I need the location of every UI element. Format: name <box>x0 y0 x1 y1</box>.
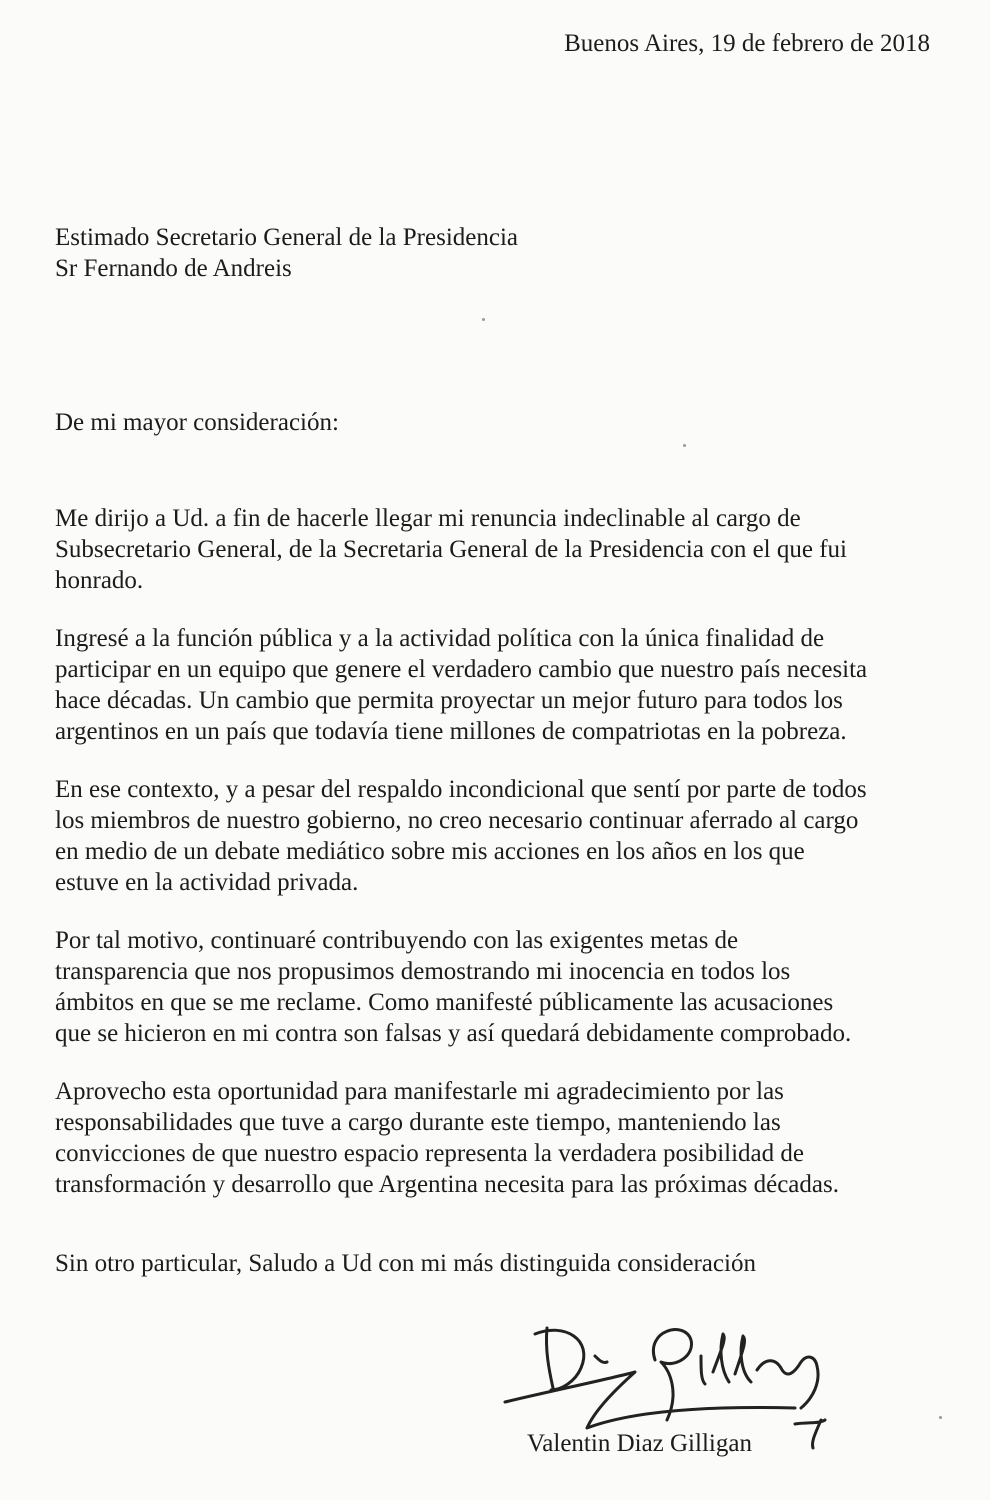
paragraph-line: Aprovecho esta oportunidad para manifestarle mi agradecimiento por las <box>55 1078 784 1105</box>
paragraph-line: transparencia que nos propusimos demostrando mi inocencia en todos los <box>55 958 791 985</box>
paragraph-line: transformación y desarrollo que Argentina necesita para las próximas décadas. <box>55 1171 839 1198</box>
recipient-name: Sr Fernando de Andreis <box>55 255 292 282</box>
signer-name: Valentin Diaz Gilligan <box>527 1430 752 1457</box>
paragraph-line: en medio de un debate mediático sobre mis acciones en los años en los que <box>55 838 805 865</box>
paragraph-line: honrado. <box>55 567 144 594</box>
paragraph-1 <box>55 503 935 596</box>
paragraph-line: Me dirijo a Ud. a fin de hacerle llegar mi renuncia indeclinable al cargo de <box>55 505 801 532</box>
paragraph-line: argentinos en un país que todavía tiene millones de compatriotas en la pobreza. <box>55 718 847 745</box>
paragraph-line: participar en un equipo que genere el verdadero cambio que nuestro país necesita <box>55 656 868 683</box>
paragraph-line: Subsecretario General, de la Secretaria General de la Presidencia con el que fui <box>55 536 847 563</box>
paragraph-line: responsabilidades que tuve a cargo durante este tiempo, manteniendo las <box>55 1109 781 1136</box>
scan-speck <box>939 1416 942 1419</box>
letter-date: Buenos Aires, 19 de febrero de 2018 <box>564 30 930 57</box>
paragraph-4 <box>55 925 935 1049</box>
paragraph-line: Ingresé a la función pública y a la actividad política con la única finalidad de <box>55 625 825 652</box>
paragraph-line: En ese contexto, y a pesar del respaldo incondicional que sentí por parte de todos <box>55 776 867 803</box>
paragraph-line: que se hicieron en mi contra son falsas y así quedará debidamente comprobado. <box>55 1020 852 1047</box>
closing-line: Sin otro particular, Saludo a Ud con mi más distinguida consideración <box>55 1250 756 1277</box>
recipient-block <box>55 222 518 284</box>
paragraph-line: estuve en la actividad privada. <box>55 869 359 896</box>
salutation: De mi mayor consideración: <box>55 409 339 436</box>
paragraph-line: ámbitos en que se me reclame. Como manifesté públicamente las acusaciones <box>55 989 834 1016</box>
paragraph-2 <box>55 623 935 747</box>
paragraph-line: hace décadas. Un cambio que permita proyectar un mejor futuro para todos los <box>55 687 843 714</box>
paragraph-5 <box>55 1076 935 1200</box>
paragraph-3 <box>55 774 935 898</box>
recipient-title: Estimado Secretario General de la Presidencia <box>55 224 519 251</box>
letter-body <box>55 503 935 1227</box>
paragraph-line: Por tal motivo, continuaré contribuyendo con las exigentes metas de <box>55 927 739 954</box>
scan-speck <box>683 444 686 447</box>
scan-speck <box>482 318 485 321</box>
paragraph-line: los miembros de nuestro gobierno, no creo necesario continuar aferrado al cargo <box>55 807 859 834</box>
paragraph-line: convicciones de que nuestro espacio representa la verdadera posibilidad de <box>55 1140 804 1167</box>
